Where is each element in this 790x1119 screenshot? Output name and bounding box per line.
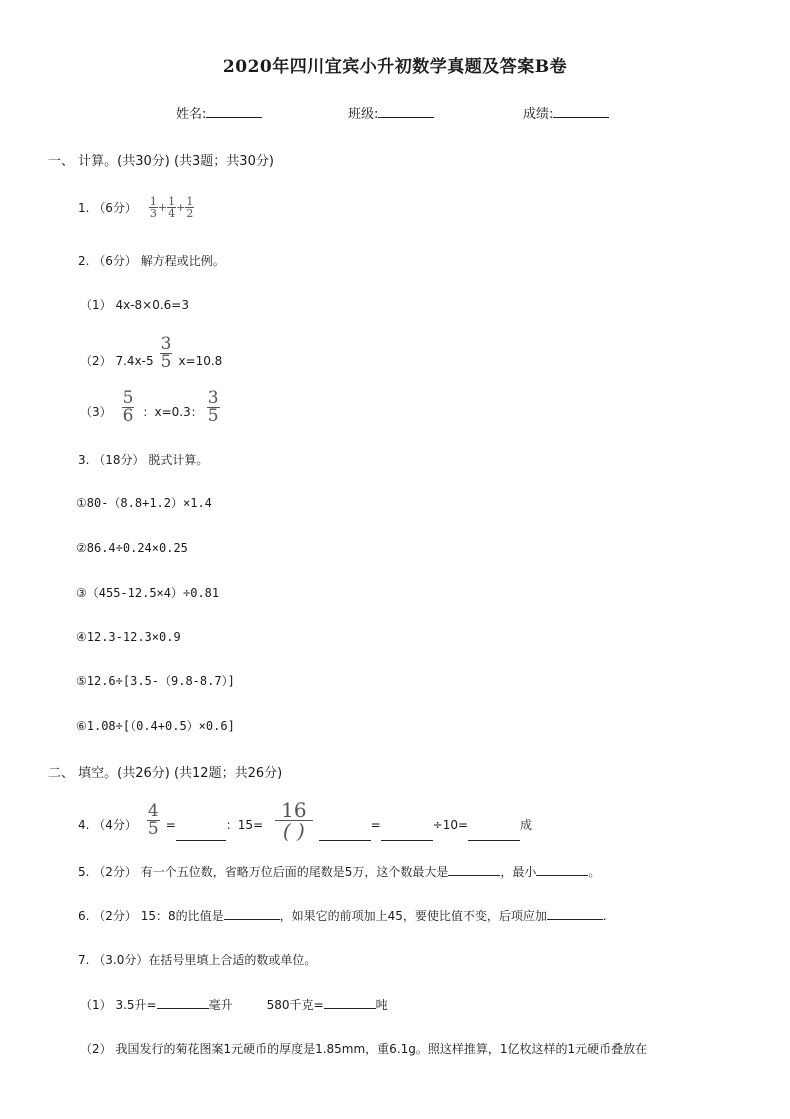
q2-part-3: （3） $\frac{5}{6}$ ：x=0.3： $\frac{3}{5}$ bbox=[80, 388, 219, 426]
class-field bbox=[348, 103, 434, 122]
q3-item-5: ⑤12.6÷[3.5-（9.8-8.7）] bbox=[76, 674, 235, 688]
q3-item-4: ④12.3-12.3×0.9 bbox=[76, 630, 181, 644]
q7-blank-ton[interactable] bbox=[324, 995, 376, 1009]
question-7: 7. （3.0分）在括号里填上合适的数或单位。 bbox=[78, 953, 317, 967]
section1-heading: 一、 计算。(共30分) (共3题；共30分) bbox=[48, 154, 274, 169]
q5-blank-max[interactable] bbox=[448, 862, 500, 876]
q7-blank-ml[interactable] bbox=[157, 995, 209, 1009]
q3-item-2: ②86.4÷0.24×0.25 bbox=[76, 541, 188, 555]
q6-blank-ratio[interactable] bbox=[224, 906, 280, 920]
q4-blank-1[interactable] bbox=[176, 827, 226, 841]
q1-fraction-2: $\frac{1}{4}$ bbox=[168, 195, 176, 220]
question-3: 3. （18分） 脱式计算。 bbox=[78, 453, 209, 467]
name-label: 姓名: bbox=[176, 107, 207, 122]
q3-item-1: ①80-（8.8+1.2）×1.4 bbox=[76, 496, 212, 510]
question-5: 5. （2分） 有一个五位数，省略万位后面的尾数是5万，这个数最大是 ，最小 。 bbox=[78, 862, 600, 880]
q2-p3-fraction-1: $\frac{5}{6}$ bbox=[122, 388, 134, 426]
q4-fraction-2: $\frac{16}{( )}$ bbox=[275, 800, 312, 841]
q4-blank-2[interactable] bbox=[319, 827, 371, 841]
q4-fraction: $\frac{4}{5}$ bbox=[147, 801, 159, 839]
question-6: 6. （2分） 15：8的比值是 ，如果它的前项加上45，要使比值不变，后项应加 . bbox=[78, 906, 607, 924]
score-label: 成绩: bbox=[523, 107, 554, 122]
section2-heading: 二、 填空。(共26分) (共12题；共26分) bbox=[48, 766, 283, 781]
question-2: 2. （6分） 解方程或比例。 bbox=[78, 254, 225, 268]
q4-blank-4[interactable] bbox=[468, 827, 520, 841]
q3-item-3: ③（455-12.5×4）÷0.81 bbox=[76, 586, 220, 600]
question-4: 4. （4分） $\frac{4}{5}$ = ：15= $\frac{16}{( )}$ = ÷10= 成 bbox=[78, 798, 533, 843]
q1-fraction-1: $\frac{1}{3}$ bbox=[149, 195, 157, 220]
q3-item-6: ⑥1.08÷[（0.4+0.5）×0.6] bbox=[76, 719, 235, 733]
class-label: 班级: bbox=[348, 107, 379, 122]
q7-part-2: （2） 我国发行的菊花图案1元硬币的厚度是1.85mm，重6.1g。照这样推算，1亿枚这样的1元硬币叠放在 bbox=[80, 1042, 648, 1056]
q7-part-1: （1） 3.5升= 毫升 580千克= 吨 bbox=[80, 995, 388, 1013]
q2-part-2: （2） 7.4x-5 $\frac{3}{5}$ x=10.8 bbox=[80, 334, 223, 372]
q1-fraction-3: $\frac{1}{2}$ bbox=[186, 195, 194, 220]
class-blank[interactable] bbox=[378, 104, 434, 118]
score-field bbox=[523, 103, 609, 122]
q2-p2-fraction: $\frac{3}{5}$ bbox=[160, 334, 172, 372]
q1-expression: $\frac{1}{3}$ + $\frac{1}{4}$ + $\frac{1}{2}$ bbox=[149, 195, 194, 220]
page-title: 2020年四川宜宾小升初数学真题及答案B卷 bbox=[222, 57, 568, 77]
score-blank[interactable] bbox=[553, 104, 609, 118]
q4-label: 4. （4分） bbox=[78, 818, 137, 832]
question-1 bbox=[78, 196, 194, 219]
q1-label: 1. （6分） bbox=[78, 201, 137, 215]
name-blank[interactable] bbox=[206, 104, 262, 118]
q2-p3-fraction-2: $\frac{3}{5}$ bbox=[207, 388, 219, 426]
q2-part-1: （1） 4x-8×0.6=3 bbox=[80, 298, 189, 312]
q4-blank-3[interactable] bbox=[381, 827, 433, 841]
name-field bbox=[176, 103, 262, 122]
q5-blank-min[interactable] bbox=[536, 862, 588, 876]
q6-blank-latter[interactable] bbox=[547, 906, 603, 920]
